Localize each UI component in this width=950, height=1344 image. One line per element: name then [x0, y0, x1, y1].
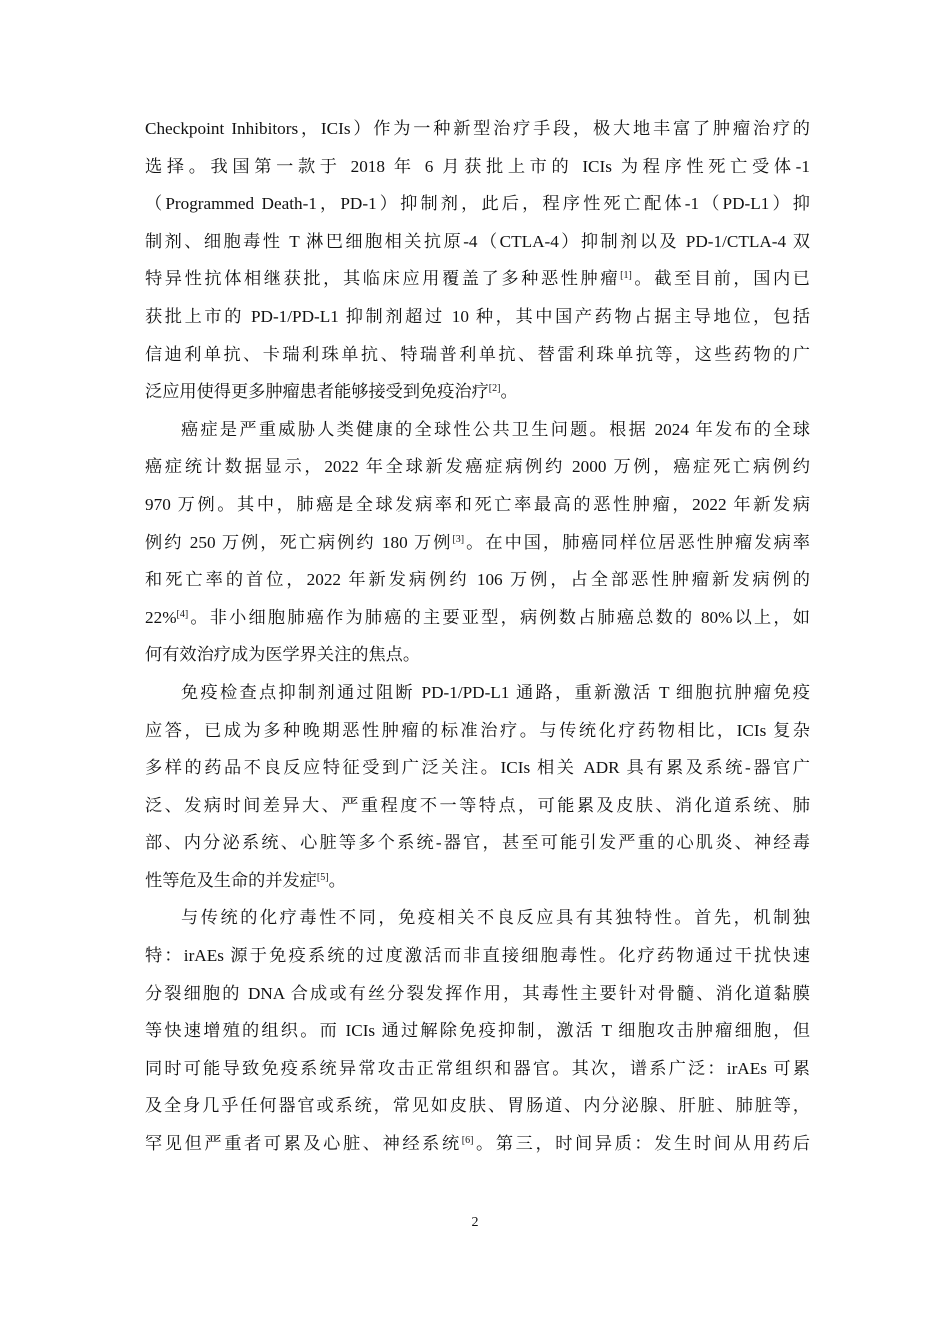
body-text — [145, 110, 810, 1163]
text-line: 制剂、细胞毒性 T 淋巴细胞相关抗原-4（CTLA-4）抑制剂以及 PD-1/CTLA-4 双 — [145, 231, 810, 251]
citation-ref: [4] — [176, 608, 189, 620]
text-line: 选择。我国第一款于 2018 年 6 月获批上市的 ICIs 为程序性死亡受体-1 — [145, 156, 810, 176]
text-line: Checkpoint Inhibitors，ICIs）作为一种新型治疗手段，极大地丰富了肿瘤治疗的 — [145, 119, 810, 138]
paragraph — [145, 411, 810, 674]
text-line: 同时可能导致免疫系统异常攻击正常组织和器官。其次，谱系广泛：irAEs 可累 — [145, 1058, 810, 1078]
text-line: 及全身几乎任何器官或系统，常见如皮肤、胃肠道、内分泌腺、肝脏、肺脏等， — [145, 1096, 810, 1116]
text-line: 970 万例。其中，肺癌是全球发病率和死亡率最高的恶性肿瘤，2022 年新发病 — [145, 494, 810, 514]
text-line: 信迪利单抗、卡瑞利珠单抗、特瑞普利单抗、替雷利珠单抗等，这些药物的广 — [145, 344, 810, 364]
text-line: 何有效治疗成为医学界关注的焦点。 — [145, 645, 421, 665]
text-line: 泛应用使得更多肿瘤患者能够接受到免疫治疗[2]。 — [145, 382, 518, 402]
text-line: 22%[4]。非小细胞肺癌作为肺癌的主要亚型，病例数占肺癌总数的 80%以上，如 — [145, 607, 810, 627]
citation-ref: [5] — [316, 871, 329, 883]
paragraph — [145, 110, 810, 411]
paragraph — [145, 899, 810, 1162]
text-line: 分裂细胞的 DNA 合成或有丝分裂发挥作用，其毒性主要针对骨髓、消化道黏膜 — [145, 983, 810, 1003]
citation-ref: [2] — [488, 383, 501, 395]
text-line: 和死亡率的首位，2022 年新发病例约 106 万例，占全部恶性肿瘤新发病例的 — [145, 570, 810, 590]
paragraph — [145, 674, 810, 900]
text-line: 例约 250 万例，死亡病例约 180 万例[3]。在中国，肺癌同样位居恶性肿瘤发病率 — [145, 532, 810, 552]
text-line: 免疫检查点抑制剂通过阻断 PD-1/PD-L1 通路，重新激活 T 细胞抗肿瘤免疫 — [181, 682, 810, 702]
page-number: 2 — [471, 1215, 479, 1230]
text-line: 性等危及生命的并发症[5]。 — [145, 870, 346, 890]
text-line: 罕见但严重者可累及心脏、神经系统[6]。第三，时间异质：发生时间从用药后 — [145, 1134, 810, 1154]
text-line: 多样的药品不良反应特征受到广泛关注。ICIs 相关 ADR 具有累及系统-器官广 — [145, 758, 810, 778]
citation-ref: [6] — [461, 1135, 474, 1147]
citation-ref: [1] — [620, 270, 632, 282]
text-line: 等快速增殖的组织。而 ICIs 通过解除免疫抑制，激活 T 细胞攻击肿瘤细胞，但 — [145, 1021, 810, 1041]
text-line: 特异性抗体相继获批，其临床应用覆盖了多种恶性肿瘤[1]。截至目前，国内已 — [145, 269, 810, 289]
text-line: 癌症是严重威胁人类健康的全球性公共卫生问题。根据 2024 年发布的全球 — [181, 419, 810, 439]
text-line: 获批上市的 PD-1/PD-L1 抑制剂超过 10 种，其中国产药物占据主导地位，包括 — [145, 306, 810, 326]
citation-ref: [3] — [452, 533, 465, 545]
text-line: 应答，已成为多种晚期恶性肿瘤的标准治疗。与传统化疗药物相比，ICIs 复杂 — [145, 720, 810, 740]
text-line: 特：irAEs 源于免疫系统的过度激活而非直接细胞毒性。化疗药物通过干扰快速 — [145, 946, 810, 966]
text-line: 癌症统计数据显示，2022 年全球新发癌症病例约 2000 万例，癌症死亡病例约 — [145, 457, 810, 477]
text-line: （Programmed Death-1，PD-1）抑制剂，此后，程序性死亡配体-1（PD-L1）抑 — [145, 194, 810, 214]
text-line: 与传统的化疗毒性不同，免疫相关不良反应具有其独特性。首先，机制独 — [181, 908, 810, 928]
text-line: 泛、发病时间差异大、严重程度不一等特点，可能累及皮肤、消化道系统、肺 — [145, 795, 810, 815]
text-line: 部、内分泌系统、心脏等多个系统-器官，甚至可能引发严重的心肌炎、神经毒 — [145, 833, 810, 853]
